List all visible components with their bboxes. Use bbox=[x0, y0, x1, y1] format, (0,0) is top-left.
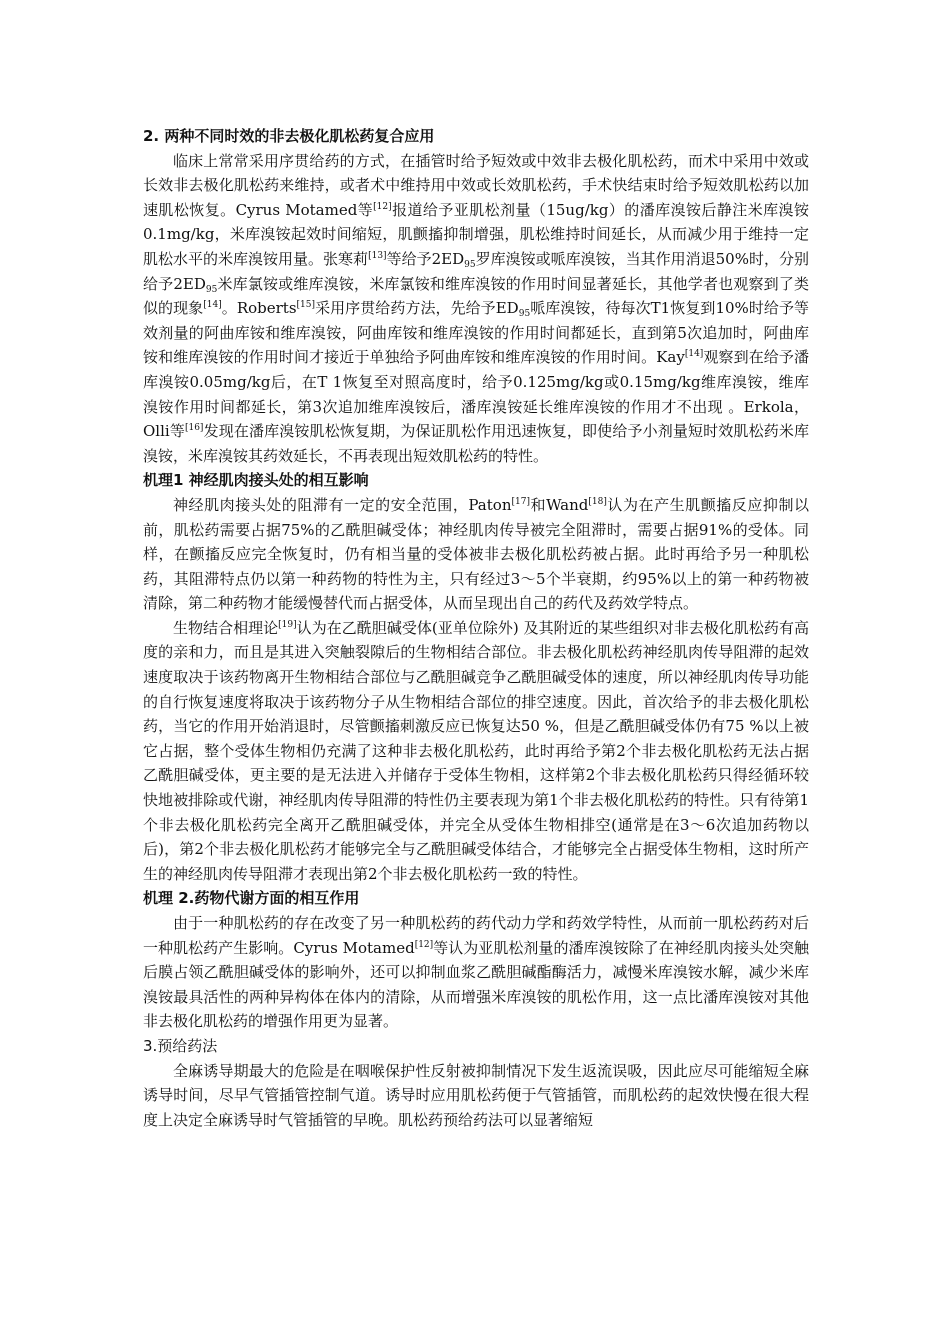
subscript: 95 bbox=[518, 309, 531, 320]
text-run: 报道给予亚肌松剂量（15ug/kg）的潘库溴铵后静注米库溴铵0.1mg/kg，米库溴铵起效时间缩短，肌颤搐抑制增强，肌松维持时间延长，从而减少用于维持一定肌松水平的米库溴铵用量。张寒莉 bbox=[143, 200, 809, 268]
citation: [19] bbox=[278, 619, 297, 630]
citation: [18] bbox=[588, 496, 607, 507]
text-run: 认为在乙酰胆碱受体(亚单位除外) 及其附近的某些组织对非去极化肌松药有高度的亲和力，而且是其进入突触裂隙后的生物相结合部位。非去极化肌松药神经肌肉传导阻滞的起效速度取决于该药物离开生物相结合部位与乙酰胆碱竞争乙酰胆碱受体的速度，所以神经肌肉传导功能的自行恢复速度将取决于该药物分子从生物相结合部位的排空速度。因此，首次给予的非去极化肌松药，当它的作用开始消退时，尽管颤搐刺激反应已恢复达50 %，但是乙酰胆碱受体仍有75 %以上被它占据，整个受体生物相仍充满了这种非去极化肌松药，此时再给予第2个非去极化肌松药无法占据乙酰胆碱受体，更主要的是无法进入并储存于受体生物相，这样第2个非去极化肌松药只得经循环较快地被排除或代谢，神经肌肉传导阻滞的特性仍主要表现为第1个非去极化肌松药的特性。只有待第1个非去极化肌松药完全离开乙酰胆碱受体，并完全从受体生物相排空(通常是在3～6次追加药物以后)，第2个非去极化肌松药才能够完全与乙酰胆碱受体结合，才能够完全占据受体生物相，这时所产生的神经肌肉传导阻滞才表现出第2个非去极化肌松药一致的特性。 bbox=[143, 618, 809, 883]
paragraph-metabolic-interaction bbox=[143, 911, 809, 1034]
text-run: 米库氯铵或维库溴铵，米库氯铵和维库溴铵的作用时间显著延长，其他学者也观察到了类似的现象 bbox=[143, 274, 809, 318]
text-run: 采用序贯给药方法，先给予ED bbox=[315, 299, 519, 318]
paragraph-priming-dose bbox=[143, 1059, 809, 1133]
citation: [14] bbox=[684, 349, 704, 360]
citation: [15] bbox=[296, 300, 316, 311]
paragraph-neuromuscular-junction bbox=[143, 493, 809, 616]
text-run: 全麻诱导期最大的危险是在咽喉保护性反射被抑制情况下发生返流误吸，因此应尽可能缩短全麻诱导时间，尽早气管插管控制气道。诱导时应用肌松药便于气管插管，而肌松药的起效快慢在很大程度上决定全麻诱导时气管插管的早晚。肌松药预给药法可以显著缩短 bbox=[143, 1061, 809, 1129]
citation: [12] bbox=[373, 201, 392, 212]
text-run: 临床上常常采用序贯给药的方式，在插管时给予短效或中效非去极化肌松药，而术中采用中效或长效非去极化肌松药来维持，或者术中维持用中效或长效肌松药，手术快结束时给予短效肌松药以加速肌松恢复。Cyrus Motamed等 bbox=[143, 151, 809, 219]
text-run: 和Wand bbox=[529, 495, 589, 514]
text-run: 等认为亚肌松剂量的潘库溴铵除了在神经肌肉接头处突触后膜占领乙酰胆碱受体的影响外，还可以抑制血浆乙酰胆碱酯酶活力，减慢米库溴铵水解，减少米库溴铵最具活性的两种异构体在体内的清除，从而增强米库溴铵的肌松作用，这一点比潘库溴铵对其他非去极化肌松药的增强作用更为显著。 bbox=[143, 938, 809, 1031]
text-run: 认为在产生肌颤搐反应抑制以前，肌松药需要占据75%的乙酰胆碱受体；神经肌肉传导被完全阻滞时，需要占据91%的受体。同样，在颤搐反应完全恢复时，仍有相当量的受体被非去极化肌松药被占据。此时再给予另一种肌松药，其阻滞特点仍以第一种药物的特性为主，只有经过3～5个半衰期，约95%以上的第一种药物被清除，第二种药物才能缓慢替代而占据受体，从而呈现出自己的药代及药效学特点。 bbox=[143, 495, 809, 613]
section-3-heading: 3.预给药法 bbox=[143, 1036, 218, 1055]
text-run: 。Roberts bbox=[221, 299, 297, 318]
text-run: 生物结合相理论 bbox=[173, 618, 279, 637]
text-run: 观察到在给予潘库溴铵0.05mg/kg后，在T 1恢复至对照高度时，给予0.125mg/kg或0.15mg/kg维库溴铵，维库溴铵作用时间都延长，第3次追加维库溴铵后，潘库溴铵延长维库溴铵的作用才不出现 。Erkola，Olli等 bbox=[143, 348, 809, 441]
text-run: 哌库溴铵，待每次T1恢复到10%时给予等效剂量的阿曲库铵和维库溴铵，阿曲库铵和维库溴铵的作用时间都延长，直到第5次追加时，阿曲库铵和维库溴铵的作用时间才接近于单独给予阿曲库铵和维库溴铵的作用时间。Kay bbox=[143, 299, 809, 367]
text-run: 发现在潘库溴铵肌松恢复期，为保证肌松作用迅速恢复，即使给予小剂量短时效肌松药米库溴铵，米库溴铵其药效延长，不再表现出短效肌松药的特性。 bbox=[143, 422, 809, 465]
citation: [12] bbox=[414, 939, 434, 950]
citation: [16] bbox=[184, 423, 204, 434]
citation: [14] bbox=[203, 300, 222, 311]
text-run: 等给予2ED bbox=[386, 249, 465, 268]
citation: [17] bbox=[511, 496, 530, 507]
document-page bbox=[143, 124, 809, 1132]
text-run: 罗库溴铵或哌库溴铵，当其作用消退50%时，分别给予2ED bbox=[143, 249, 809, 293]
paragraph-sequential-dosing bbox=[143, 149, 809, 469]
citation: [13] bbox=[368, 250, 387, 261]
subscript: 95 bbox=[464, 259, 476, 270]
mechanism-2-heading: 机理 2.药物代谢方面的相互作用 bbox=[143, 889, 360, 908]
text-run: 神经肌肉接头处的阻滞有一定的安全范围，Paton bbox=[173, 495, 512, 514]
text-run: 由于一种肌松药的存在改变了另一种肌松药的药代动力学和药效学特性，从而前一肌松药药对后一种肌松药产生影响。Cyrus Motamed bbox=[143, 914, 809, 957]
section-2-heading: 2. 两种不同时效的非去极化肌松药复合应用 bbox=[143, 127, 435, 145]
subscript: 95 bbox=[205, 284, 218, 295]
mechanism-1-heading: 机理1 神经肌肉接头处的相互影响 bbox=[143, 471, 369, 490]
paragraph-biophase-theory bbox=[143, 616, 809, 887]
